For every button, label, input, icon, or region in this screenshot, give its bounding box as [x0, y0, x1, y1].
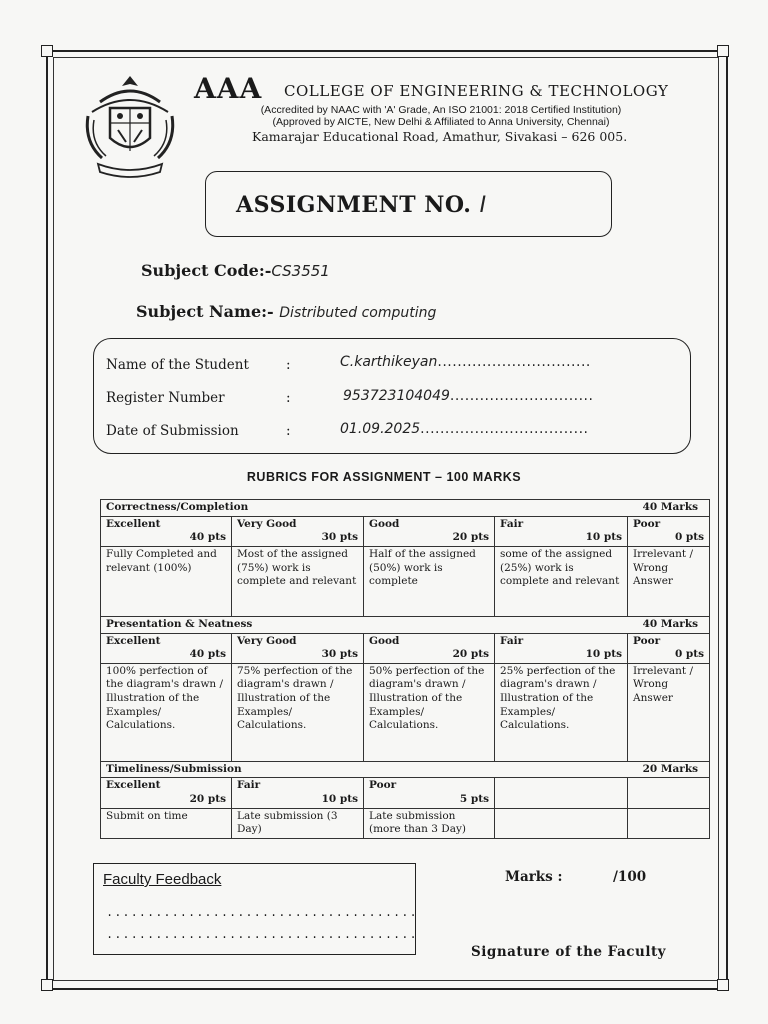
- rubric-section-header: [101, 616, 710, 633]
- rubric-table: [100, 499, 710, 839]
- section-name: Timeliness/Submission: [106, 762, 242, 775]
- level-points: 30 pts: [321, 531, 358, 544]
- assignment-number[interactable]: I: [479, 193, 487, 218]
- section-marks: 40 Marks: [642, 617, 699, 630]
- level-cell-empty: [495, 808, 628, 838]
- feedback-line[interactable]: ......................................: [106, 928, 418, 942]
- level-description: some of the assigned (25%) work is complete and relevant: [495, 546, 628, 616]
- level-name: Excellent: [106, 517, 161, 530]
- border-corner-ornament: [717, 979, 729, 991]
- level-points: 5 pts: [459, 793, 489, 806]
- border-corner-ornament: [717, 45, 729, 57]
- level-cell: [232, 516, 364, 546]
- rubric-level-row: [101, 516, 710, 546]
- register-number-value: 953723104049: [343, 388, 450, 404]
- level-points: 10 pts: [585, 648, 622, 661]
- faculty-signature-label: Signature of the Faculty: [471, 944, 667, 960]
- subject-code-value[interactable]: CS3551: [271, 262, 330, 280]
- level-cell-empty: [628, 808, 710, 838]
- level-name: Fair: [500, 517, 524, 530]
- rubric-level-row: [101, 633, 710, 663]
- fill-dots: ..................................: [420, 421, 589, 437]
- level-cell: [232, 633, 364, 663]
- level-description: 50% perfection of the diagram's drawn / Illustration of the Examples/ Calculations.: [364, 663, 495, 761]
- level-cell: [364, 516, 495, 546]
- level-name: Fair: [237, 779, 261, 792]
- subject-name-label: Subject Name:-: [136, 302, 274, 321]
- colon: :: [286, 357, 291, 373]
- level-cell: [364, 778, 495, 808]
- level-name: Very Good: [237, 634, 297, 647]
- level-cell: [101, 516, 232, 546]
- colon: :: [286, 390, 291, 406]
- level-description: Half of the assigned (50%) work is complete: [364, 546, 495, 616]
- level-description: 100% perfection of the diagram's drawn / Illustration of the Examples/ Calculations.: [101, 663, 232, 761]
- level-description: Irrelevant / Wrong Answer: [628, 663, 710, 761]
- level-points: 20 pts: [452, 531, 489, 544]
- fill-dots: .............................: [449, 388, 594, 404]
- assignment-title: [236, 192, 487, 218]
- level-cell: [628, 516, 710, 546]
- fill-dots: ...............................: [437, 354, 591, 370]
- level-points: 30 pts: [321, 648, 358, 661]
- level-cell: [101, 778, 232, 808]
- border-corner-ornament: [41, 979, 53, 991]
- level-name: Excellent: [106, 634, 161, 647]
- level-description: 25% perfection of the diagram's drawn / Illustration of the Examples/ Calculations.: [495, 663, 628, 761]
- level-cell: [628, 633, 710, 663]
- level-description: Late submission (3 Day): [232, 808, 364, 838]
- level-name: Good: [369, 517, 400, 530]
- level-cell: [364, 633, 495, 663]
- subject-code-label: Subject Code:-: [141, 261, 272, 280]
- section-name: Correctness/Completion: [106, 501, 249, 513]
- level-name: Very Good: [237, 517, 297, 530]
- register-number-field[interactable]: [343, 388, 593, 404]
- level-description: Submit on time: [101, 808, 232, 838]
- register-number-label: Register Number: [106, 390, 225, 406]
- faculty-feedback-title: Faculty Feedback: [103, 871, 222, 888]
- rubric-section-header: [101, 761, 710, 778]
- feedback-line[interactable]: ......................................: [106, 906, 418, 920]
- student-name-field[interactable]: [340, 354, 591, 370]
- colon: :: [286, 423, 291, 439]
- marks-total[interactable]: /100: [613, 869, 647, 885]
- level-points: 20 pts: [189, 793, 226, 806]
- rubric-title: RUBRICS FOR ASSIGNMENT – 100 MARKS: [246, 470, 522, 484]
- level-cell-empty: [495, 778, 628, 808]
- approval-line: (Approved by AICTE, New Delhi & Affiliated to Anna University, Chennai): [272, 116, 610, 128]
- accreditation-line: (Accredited by NAAC with 'A' Grade, An ISO 21001: 2018 Certified Institution): [260, 104, 622, 116]
- rubric-desc-row: [101, 546, 710, 616]
- section-marks: 20 Marks: [642, 762, 699, 775]
- level-description: Irrelevant / Wrong Answer: [628, 546, 710, 616]
- level-cell: [495, 516, 628, 546]
- student-name-value: C.karthikeyan: [340, 354, 438, 370]
- level-name: Poor: [633, 517, 661, 530]
- submission-date-value: 01.09.2025: [340, 421, 421, 437]
- level-points: 40 pts: [189, 648, 226, 661]
- level-cell: [495, 633, 628, 663]
- level-description: Late submission (more than 3 Day): [364, 808, 495, 838]
- level-points: 40 pts: [189, 531, 226, 544]
- level-description: Most of the assigned (75%) work is complete and relevant: [232, 546, 364, 616]
- subject-name-value[interactable]: Distributed computing: [279, 305, 437, 321]
- level-name: Fair: [500, 634, 524, 647]
- level-name: Poor: [633, 634, 661, 647]
- submission-date-label: Date of Submission: [106, 423, 239, 439]
- subject-code-row: [141, 261, 330, 280]
- rubric-desc-row: [101, 808, 710, 838]
- submission-date-field[interactable]: [340, 421, 588, 437]
- level-name: Excellent: [106, 779, 161, 792]
- student-name-label: Name of the Student: [106, 357, 249, 373]
- border-corner-ornament: [41, 45, 53, 57]
- assignment-title-text: ASSIGNMENT NO.: [236, 192, 472, 218]
- level-description: Fully Completed and relevant (100%): [101, 546, 232, 616]
- section-name: Presentation & Neatness: [106, 617, 253, 630]
- rubric-section-header: [101, 500, 710, 517]
- college-address: Kamarajar Educational Road, Amathur, Sivakasi – 626 005.: [252, 129, 628, 144]
- level-name: Poor: [369, 779, 397, 792]
- subject-name-row: [136, 302, 436, 321]
- marks-label: Marks :: [505, 869, 563, 885]
- level-points: 20 pts: [452, 648, 489, 661]
- level-cell: [101, 633, 232, 663]
- level-cell-empty: [628, 778, 710, 808]
- level-points: 10 pts: [585, 531, 622, 544]
- level-points: 0 pts: [674, 648, 705, 661]
- rubric-desc-row: [101, 663, 710, 761]
- college-name: COLLEGE OF ENGINEERING & TECHNOLOGY: [284, 82, 669, 100]
- level-points: 10 pts: [321, 793, 358, 806]
- section-marks: 40 Marks: [642, 501, 699, 513]
- level-name: Good: [369, 634, 400, 647]
- rubric-level-row: [101, 778, 710, 808]
- college-brand: AAA: [194, 72, 263, 105]
- level-description: 75% perfection of the diagram's drawn / Illustration of the Examples/ Calculations.: [232, 663, 364, 761]
- level-cell: [232, 778, 364, 808]
- level-points: 0 pts: [674, 531, 705, 544]
